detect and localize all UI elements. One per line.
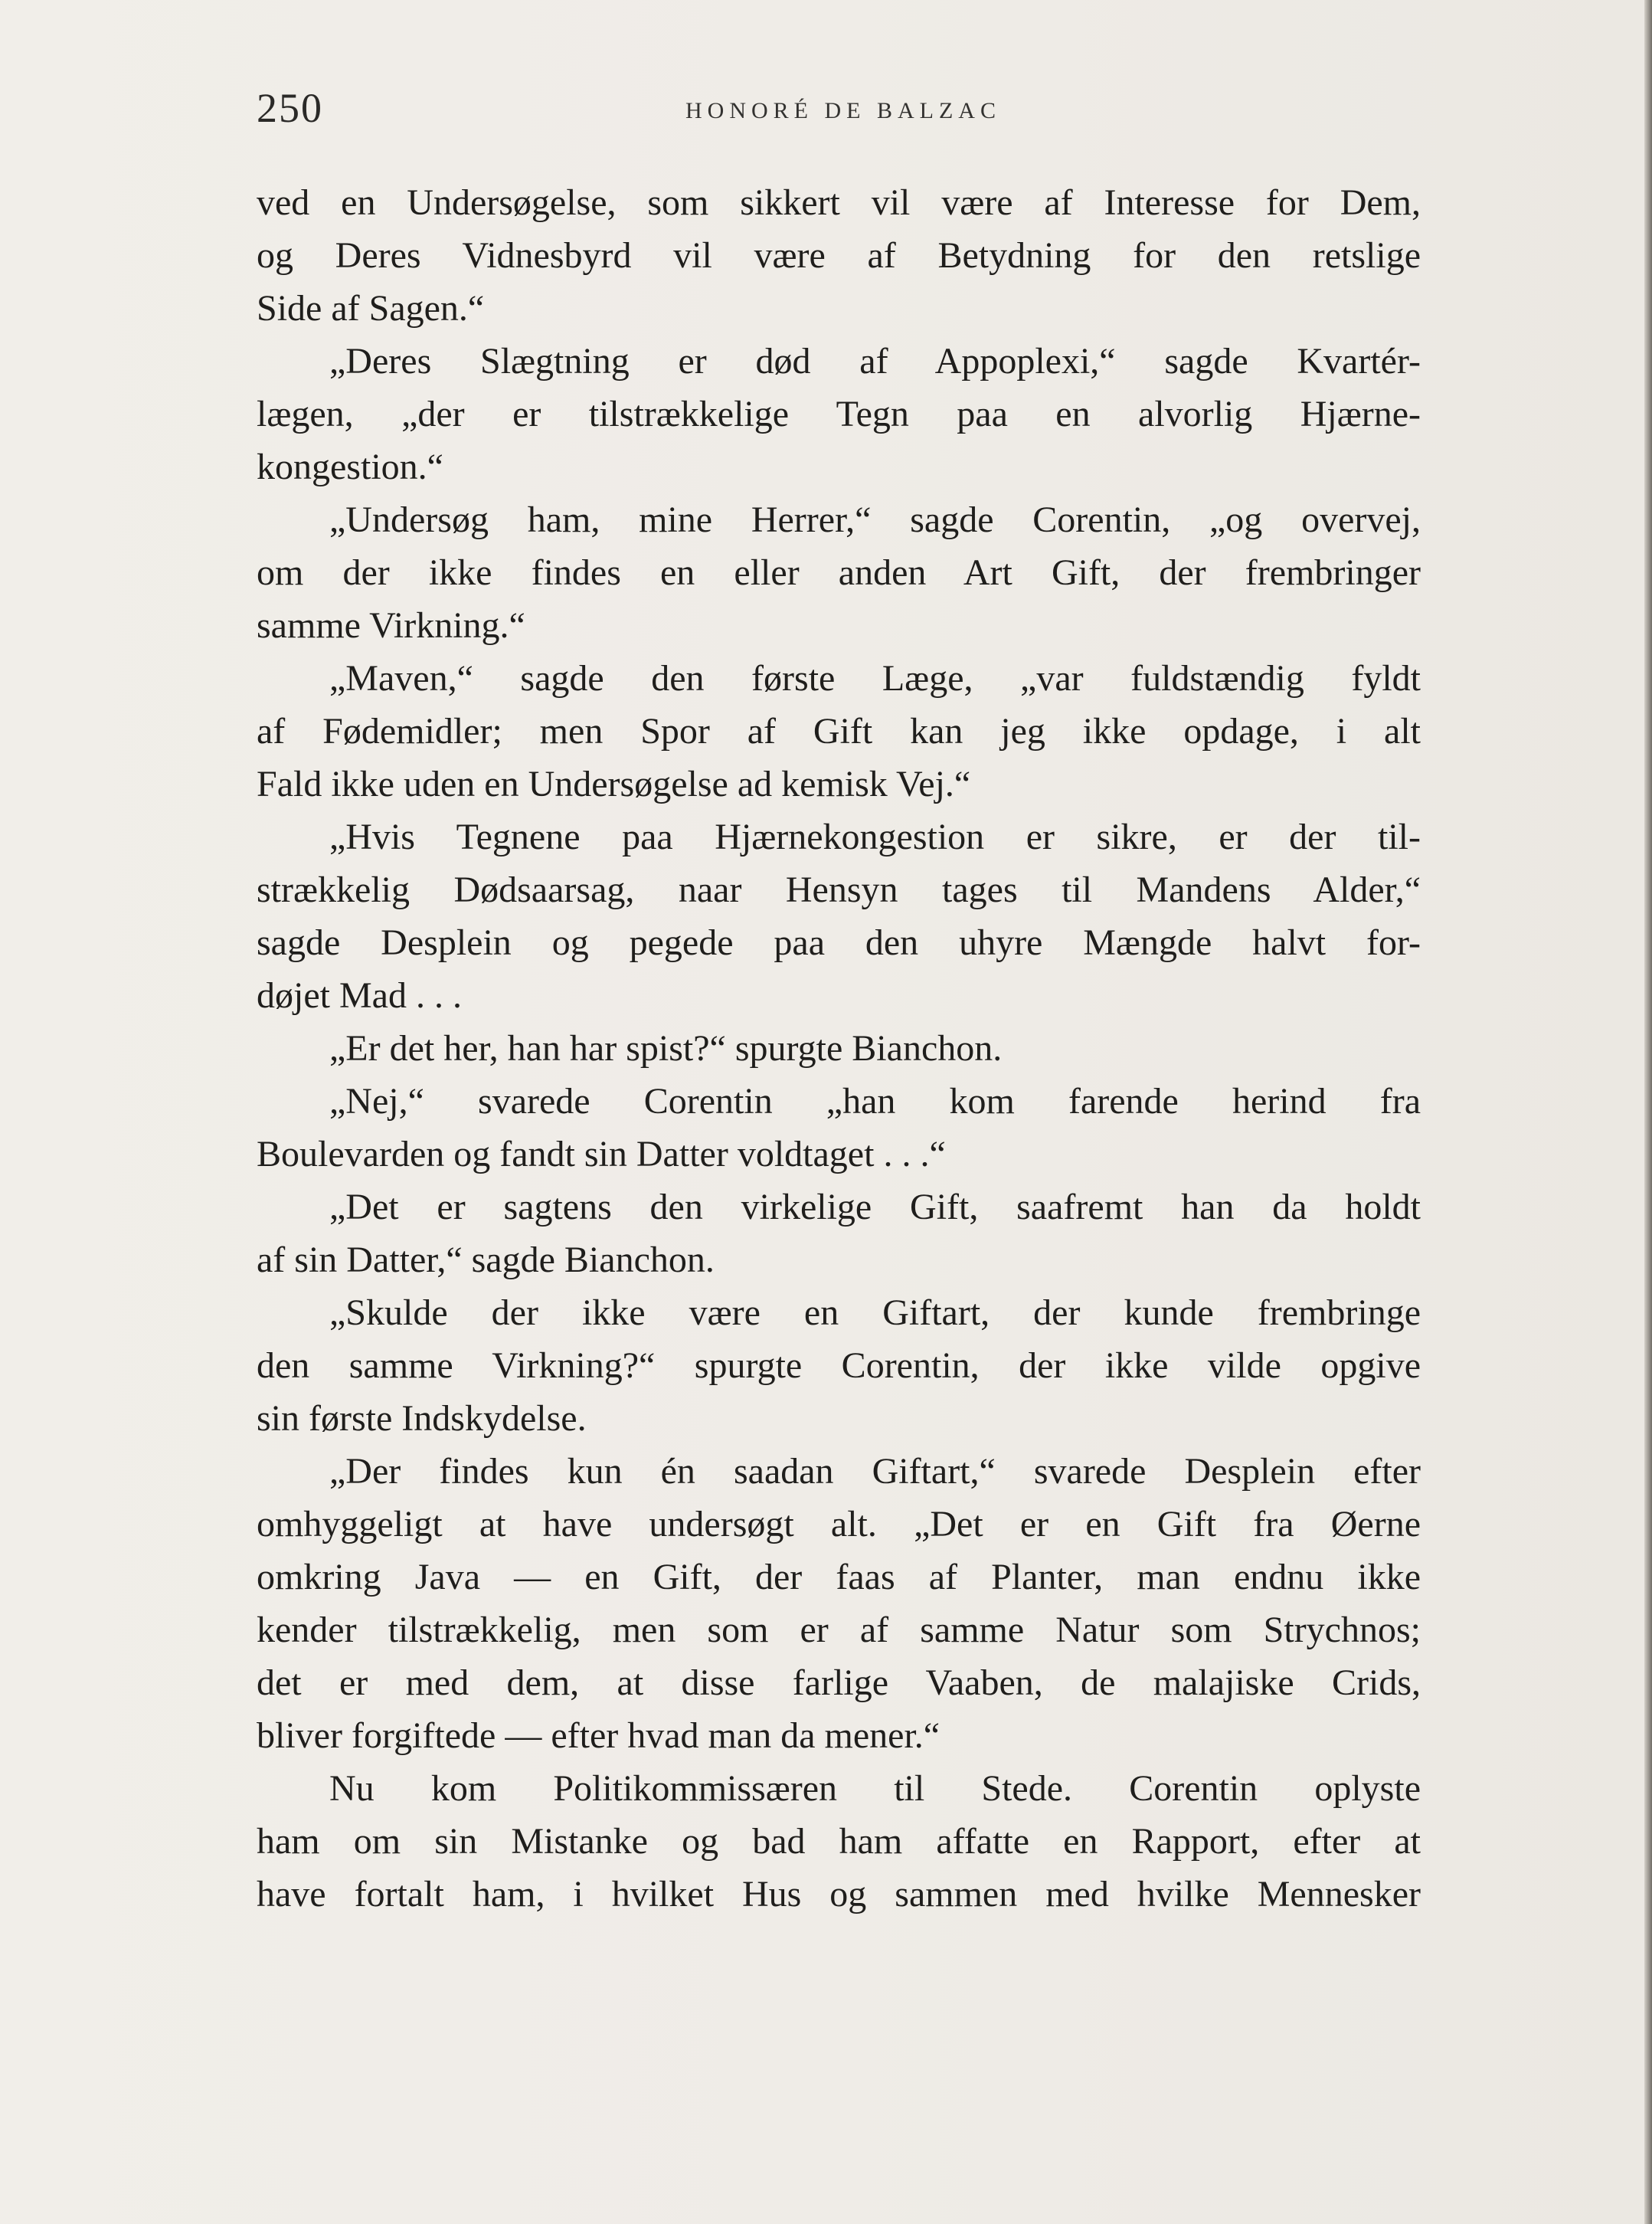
text-line: Nu kom Politikommissæren til Stede. Corentin oplyste: [329, 1768, 1421, 1809]
text-line: om der ikke findes en eller anden Art Gift, der frembringer: [257, 552, 1421, 593]
text-line: omkring Java — en Gift, der faas af Planter, man endnu ikke: [257, 1557, 1421, 1597]
text-line: „Skulde der ikke være en Giftart, der kunde frembringe: [329, 1292, 1421, 1333]
body-text: [257, 176, 1421, 1921]
text-line: sin første Indskydelse.: [257, 1398, 587, 1439]
text-line: omhyggeligt at have undersøgt alt. „Det er en Gift fra Øerne: [257, 1504, 1421, 1544]
text-line: Side af Sagen.“: [257, 288, 485, 329]
text-line: Fald ikke uden en Undersøgelse ad kemisk Vej.“: [257, 764, 971, 804]
text-line: lægen, „der er tilstrækkelige Tegn paa en alvorlig Hjærne-: [257, 394, 1421, 434]
running-head: HONORÉ DE BALZAC: [685, 98, 1001, 123]
text-line: ham om sin Mistanke og bad ham affatte en Rapport, efter at: [257, 1821, 1421, 1862]
text-line: „Nej,“ svarede Corentin „han kom farende herind fra: [329, 1081, 1421, 1122]
text-line: „Det er sagtens den virkelige Gift, saafremt han da holdt: [329, 1187, 1421, 1227]
text-line: sagde Desplein og pegede paa den uhyre Mængde halvt for-: [257, 922, 1421, 963]
text-line: „Maven,“ sagde den første Læge, „var fuldstændig fyldt: [329, 658, 1421, 699]
text-line: og Deres Vidnesbyrd vil være af Betydning for den retslige: [257, 235, 1421, 276]
text-line: „Er det her, han har spist?“ spurgte Bianchon.: [329, 1028, 1003, 1069]
text-line: af sin Datter,“ sagde Bianchon.: [257, 1240, 715, 1280]
text-line: det er med dem, at disse farlige Vaaben, de malajiske Crids,: [257, 1662, 1421, 1703]
text-line: Boulevarden og fandt sin Datter voldtaget . . .“: [257, 1134, 946, 1174]
text-line: „Deres Slægtning er død af Appoplexi,“ sagde Kvartér-: [329, 341, 1421, 382]
text-line: kongestion.“: [257, 447, 443, 487]
text-line: samme Virkning.“: [257, 605, 525, 646]
text-line: „Undersøg ham, mine Herrer,“ sagde Corentin, „og overvej,: [329, 499, 1421, 540]
text-line: den samme Virkning?“ spurgte Corentin, der ikke vilde opgive: [257, 1345, 1421, 1386]
page-header: [257, 84, 1421, 138]
text-line: „Hvis Tegnene paa Hjærnekongestion er sikre, er der til-: [329, 817, 1421, 857]
page-number: 250: [257, 85, 323, 131]
text-line: „Der findes kun én saadan Giftart,“ svarede Desplein efter: [329, 1451, 1421, 1492]
text-line: kender tilstrækkelig, men som er af samme Natur som Strychnos;: [257, 1610, 1421, 1650]
text-line: bliver forgiftede — efter hvad man da mener.“: [257, 1715, 940, 1756]
text-line: af Fødemidler; men Spor af Gift kan jeg ikke opdage, i alt: [257, 711, 1421, 752]
text-line: ved en Undersøgelse, som sikkert vil være af Interesse for Dem,: [257, 182, 1421, 223]
text-line: strækkelig Dødsaarsag, naar Hensyn tages til Mandens Alder,“: [257, 870, 1421, 910]
text-line: have fortalt ham, i hvilket Hus og sammen med hvilke Mennesker: [257, 1874, 1421, 1914]
text-line: døjet Mad . . .: [257, 975, 462, 1016]
page-edge: [1644, 0, 1652, 2224]
